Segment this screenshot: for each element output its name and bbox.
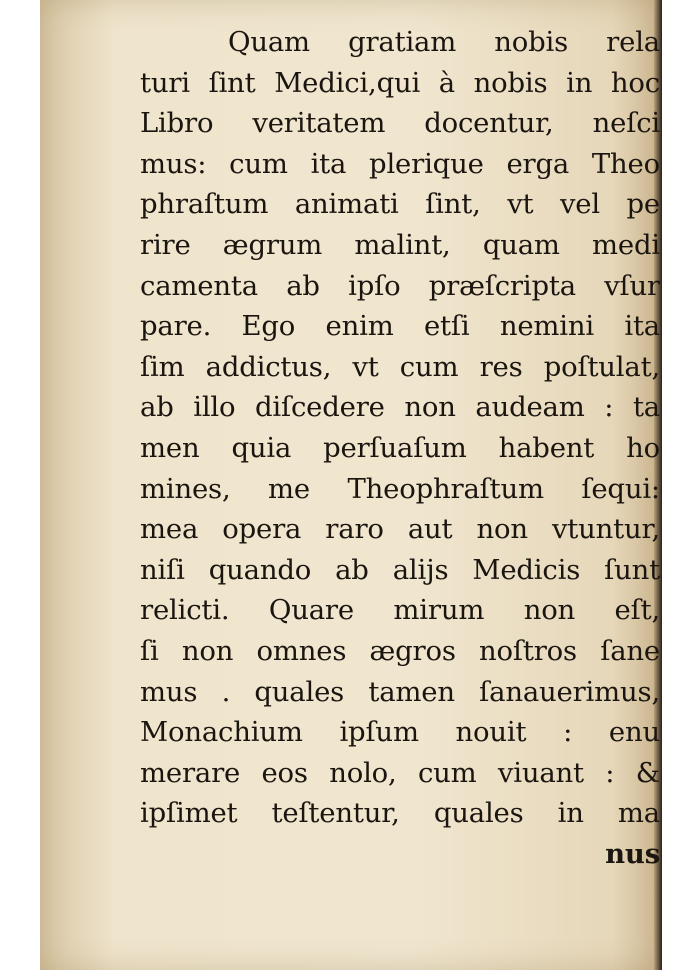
text-line: men quia perſuaſum habent ho — [140, 431, 660, 464]
text-block — [140, 22, 660, 874]
text-line: niſi quando ab alijs Medicis ſunt — [140, 553, 660, 586]
text-line: Libro veritatem docentur, neſci — [140, 107, 660, 140]
text-line: mus: cum ita plerique erga Theo — [140, 147, 660, 180]
text-line: phraſtum animati ſint, vt vel pe — [140, 188, 660, 221]
text-line: turi ſint Medici,qui à nobis in hoc — [140, 66, 660, 99]
text-line: mus . quales tamen ſanauerimus, — [140, 675, 660, 708]
text-line: pare. Ego enim etſi nemini ita — [140, 310, 660, 343]
text-line: Monachium ipſum nouit : enu — [140, 716, 660, 749]
catchword: nus — [605, 837, 660, 870]
text-line: rire ægrum malint, quam medi — [140, 228, 660, 261]
text-line: ab illo diſcedere non audeam : ta — [140, 391, 660, 424]
text-line: camenta ab ipſo præſcripta vſur — [140, 269, 660, 302]
text-line: mea opera raro aut non vtuntur, — [140, 513, 660, 546]
text-line: ipſimet teſtentur, quales in ma — [140, 797, 660, 830]
book-page — [40, 0, 662, 970]
text-line: Quam gratiam nobis rela — [228, 26, 660, 58]
text-line: mines, me Theophraſtum ſequi: — [140, 472, 660, 505]
text-line: ſi non omnes ægros noſtros ſane — [140, 634, 660, 667]
text-line: relicti. Quare mirum non eſt, — [140, 594, 660, 627]
text-line: ſim addictus, vt cum res poſtulat, — [140, 350, 660, 383]
text-line: merare eos nolo, cum viuant : & — [140, 756, 660, 789]
